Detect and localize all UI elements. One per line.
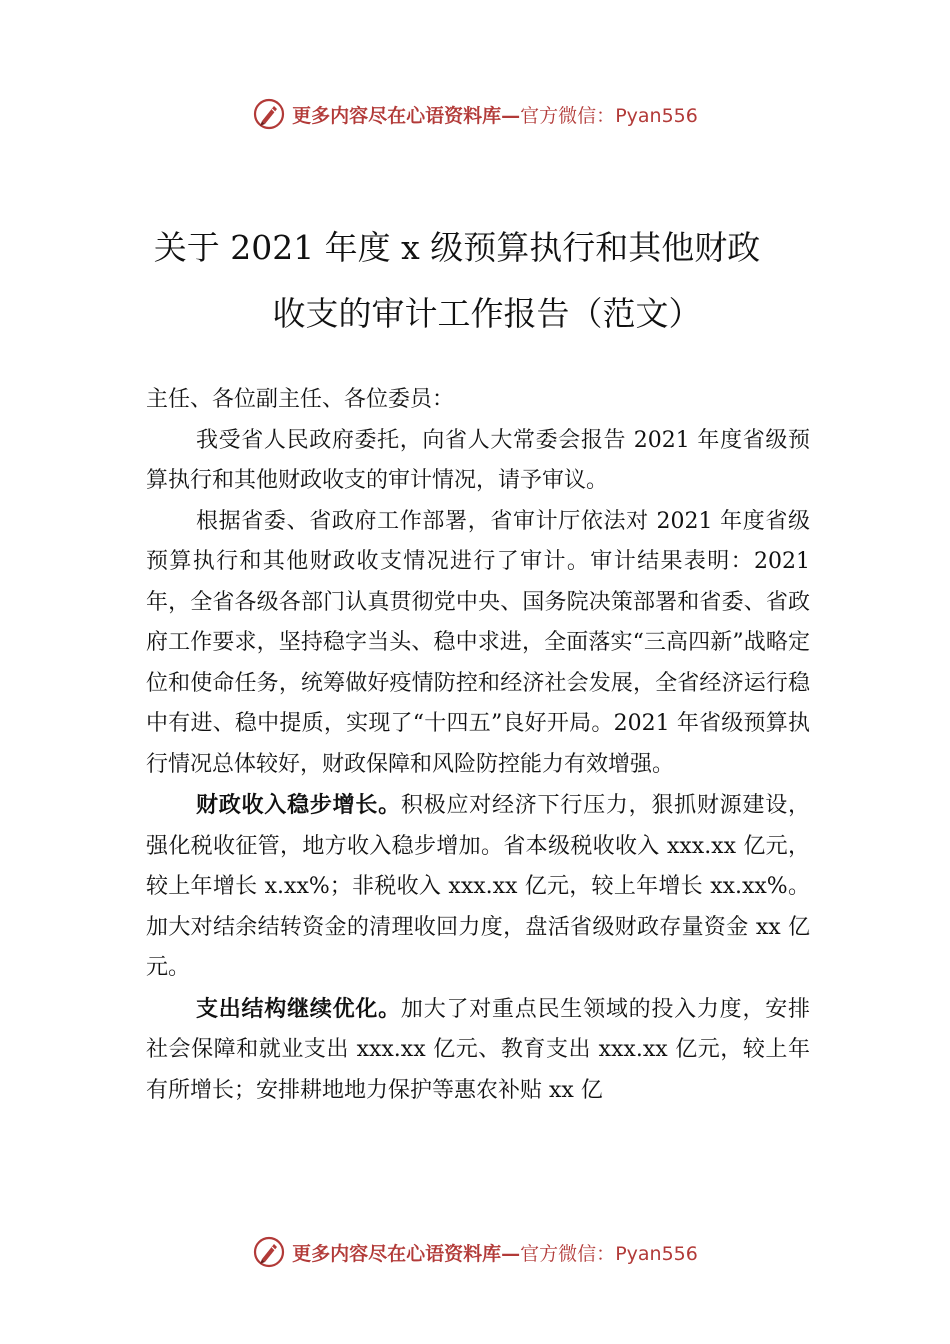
paragraph-4-lead: 支出结构继续优化。: [196, 995, 401, 1022]
banner-wechat-label: 官方微信：: [520, 1242, 616, 1265]
footer-banner-inner: [252, 1235, 698, 1269]
pen-logo-icon: [252, 97, 286, 131]
banner-library-text: 更多内容尽在心语资料库—: [292, 1242, 521, 1265]
footer-banner: [0, 1232, 950, 1272]
paragraph-4-text: 加大了对重点民生领域的投入力度，安排社会保障和就业支出 xxx.xx 亿元、教育支出 xxx.xx 亿元，较上年有所增长；安排耕地地力保护等惠农补贴 xx 亿: [146, 996, 810, 1103]
document-title-line-2: 收支的审计工作报告（范文）: [272, 294, 702, 333]
banner-library-text: 更多内容尽在心语资料库—: [292, 104, 521, 127]
banner-account: Pyan556: [615, 1242, 698, 1265]
paragraph-3-lead: 财政收入稳步增长。: [196, 792, 401, 818]
paragraph-4: [146, 989, 810, 1112]
banner-account: Pyan556: [615, 104, 698, 127]
paragraph-1: 我受省人民政府委托，向省人大常委会报告 2021 年度省级预算执行和其他财政收支的审计情况，请予审议。: [146, 427, 810, 493]
document-title-line-1: 关于 2021 年度 x 级预算执行和其他财政: [153, 228, 761, 267]
paragraph-2: 根据省委、省政府工作部署，省审计厅依法对 2021 年度省级预算执行和其他财政收支情况进行了审计。审计结果表明：2021 年，全省各级各部门认真贯彻党中央、国务院决策部署和省委、省政府工作要求，坚持稳字当头、稳中求进，全面落实“三高四新”战略定位和使命任务，统筹做好疫情防控和经济社会发展，全省经济运行稳中有进、稳中提质，实现了“十四五”良好开局。2021 年省级预算执行情况总体较好，财政保障和风险防控能力有效增强。: [146, 508, 810, 777]
document-body: [146, 380, 810, 1111]
banner-wechat-label: 官方微信：: [520, 104, 616, 127]
pen-logo-icon: [252, 1235, 286, 1269]
paragraph-3: [146, 785, 810, 989]
salutation: 主任、各位副主任、各位委员：: [146, 387, 455, 412]
paragraph-3-text: 积极应对经济下行压力，狠抓财源建设，强化税收征管，地方收入稳步增加。省本级税收收入 xxx.xx 亿元，较上年增长 x.xx%；非税收入 xxx.xx 亿元，较上年增长 xx.xx%。加大对结余结转资金的清理收回力度，盘活省级财政存量资金 xx 亿元。: [146, 793, 810, 980]
footer-banner-text: [292, 1239, 698, 1266]
header-banner-inner: [252, 97, 698, 131]
header-banner: [0, 94, 950, 134]
header-banner-text: [292, 101, 698, 128]
